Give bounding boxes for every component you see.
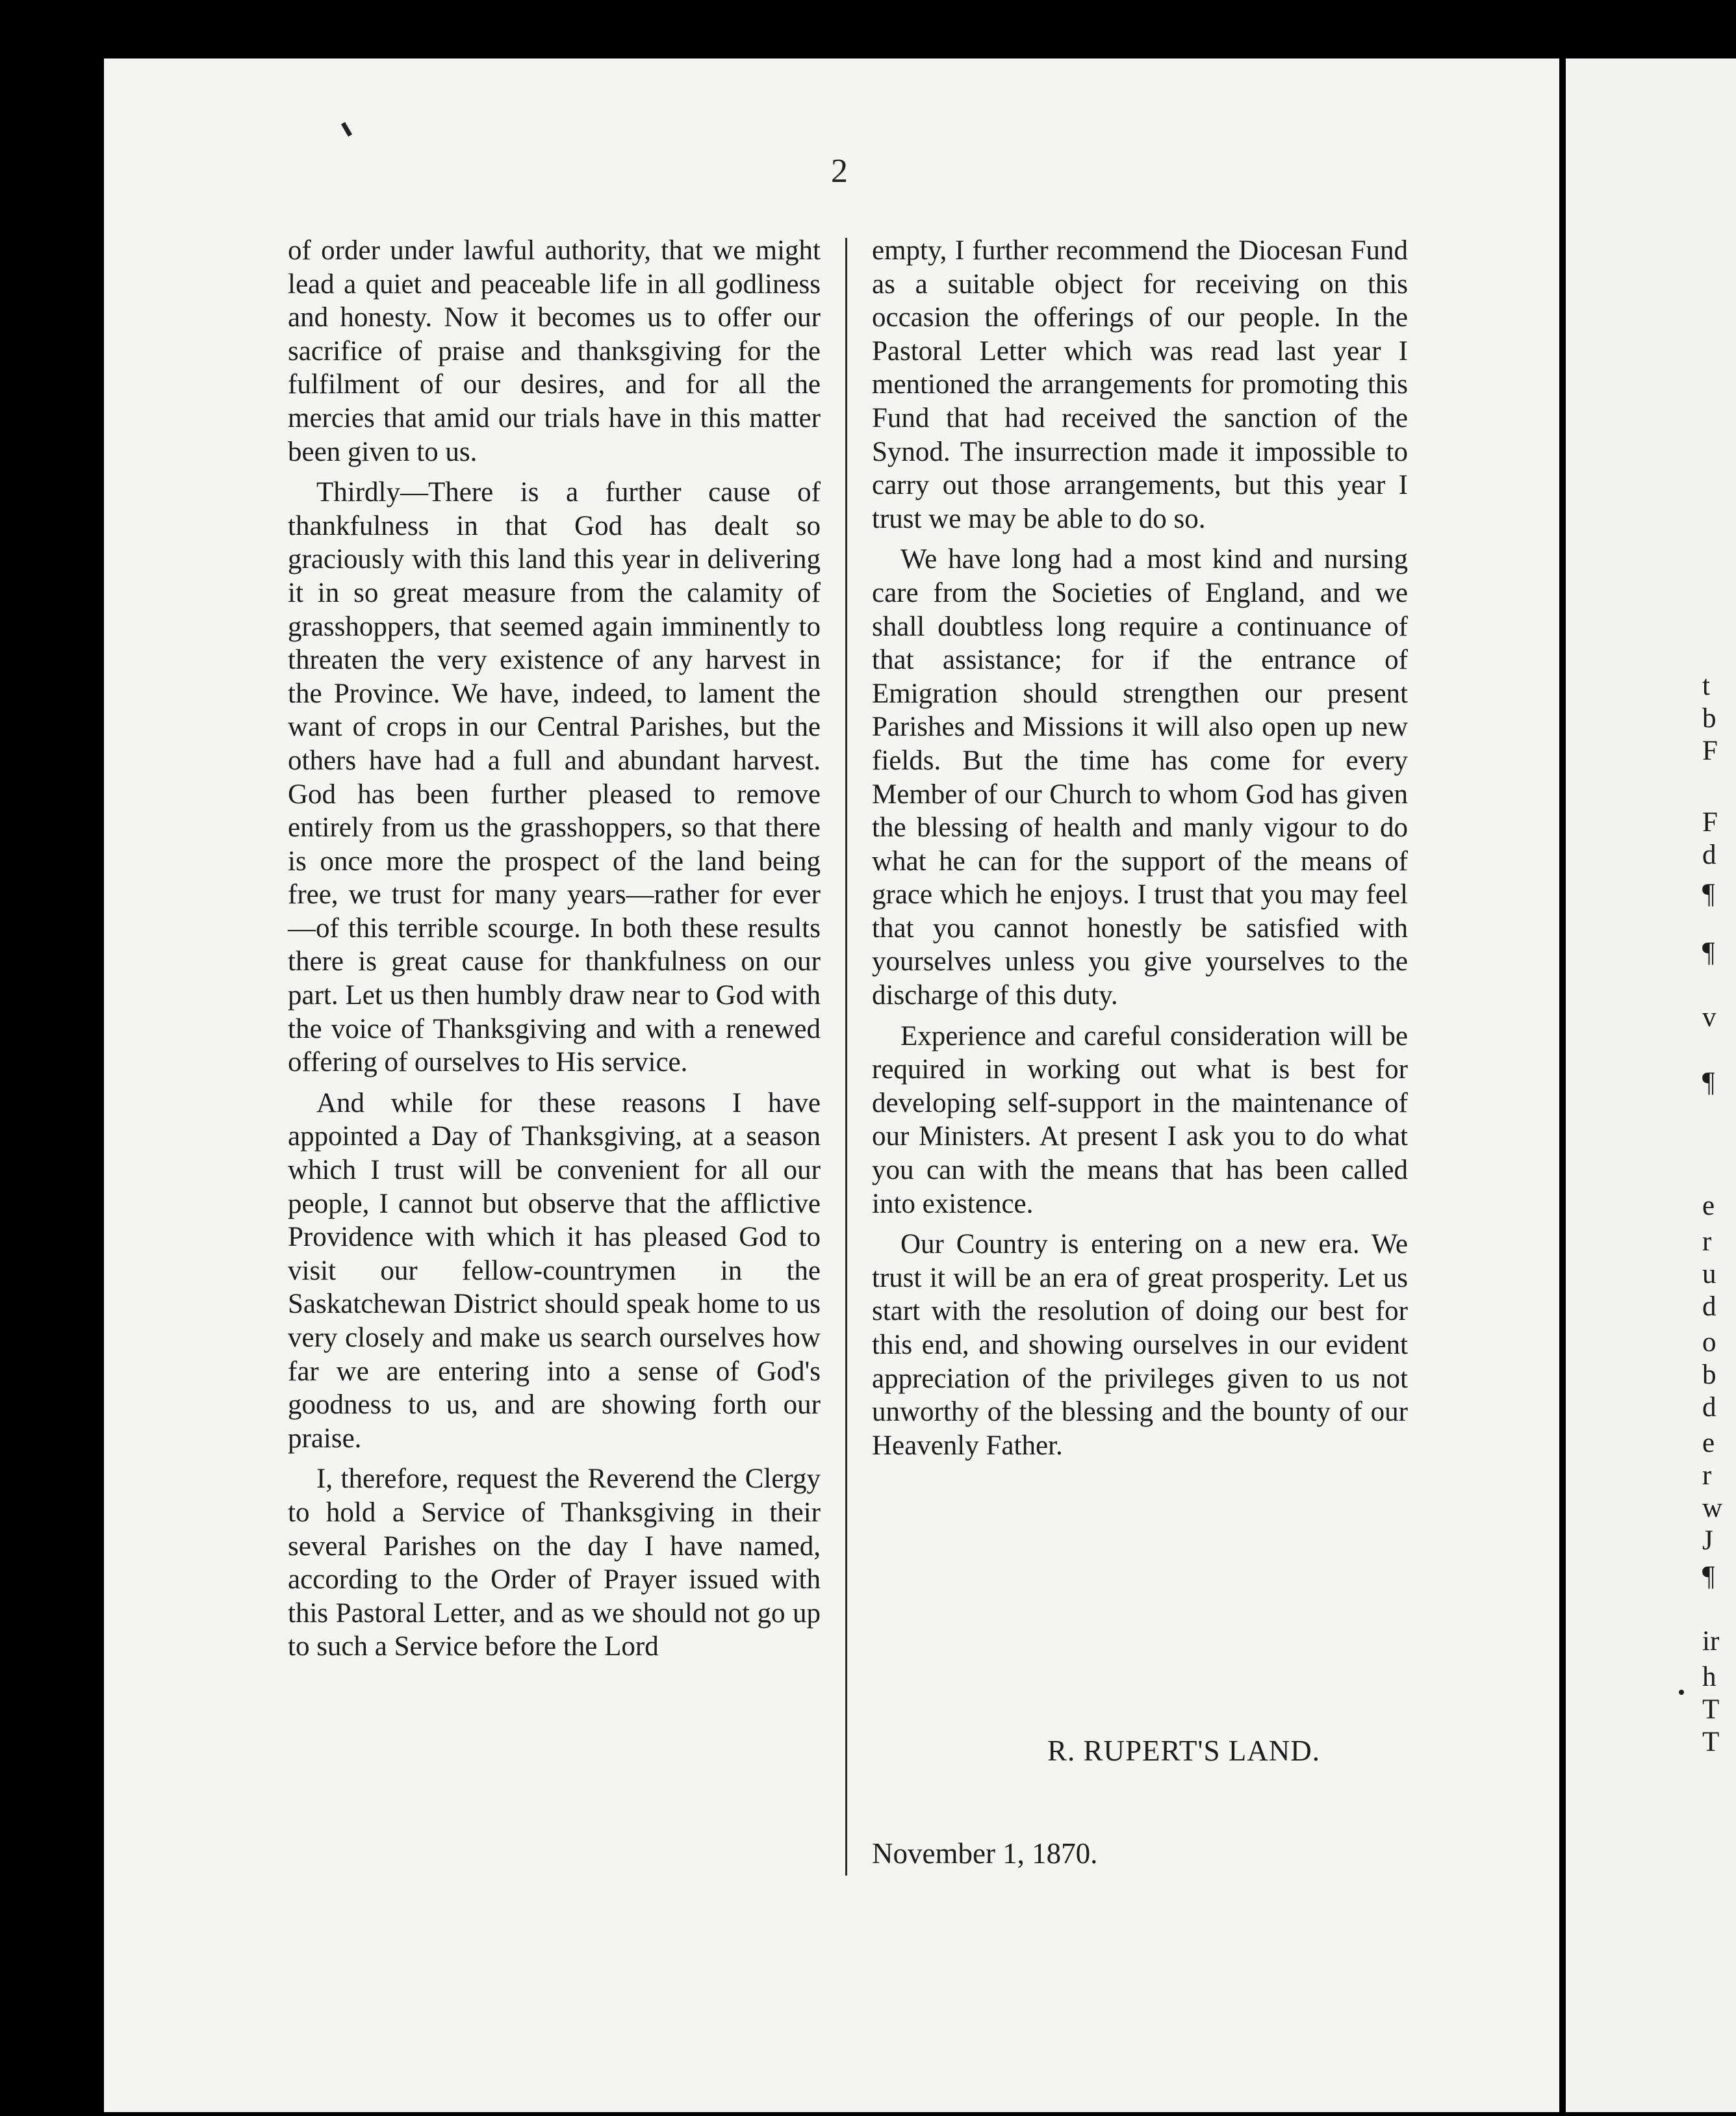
fragment: r (1702, 1226, 1712, 1257)
fragment: u (1702, 1259, 1717, 1289)
fragment: d (1702, 1291, 1717, 1322)
fragment: b (1702, 1360, 1717, 1390)
signature: R. RUPERT'S LAND. (1047, 1735, 1320, 1767)
fragment: e (1702, 1428, 1715, 1458)
fragment: t (1702, 671, 1710, 701)
fragment: v (1702, 1002, 1717, 1033)
left-text-column (288, 234, 821, 1664)
fragment: b (1702, 703, 1717, 734)
fragment: J (1702, 1525, 1713, 1556)
fragment: d (1702, 840, 1717, 870)
fragment: e (1702, 1191, 1715, 1221)
fragment: F (1702, 736, 1718, 766)
paragraph: Thirdly—There is a further cause of thankfulness in that God has dealt so graciously with this land this year in delivering it in so great measure from the calamity of grasshoppers, that seemed again imminently to threaten the very existence of any harvest in the Province. We have, indeed, to lament the want of crops in our Central Parishes, but the others have had a full and abundant harvest. God has been further pleased to remove entirely from us the grasshoppers, so that there is once more the prospect of the land being free, we trust for many years—rather for ever—of this terrible scourge. In both these results there is great cause for thankfulness on our part. Let us then humbly draw near to God with the voice of Thanksgiving and with a renewed offering of ourselves to His service. (288, 477, 821, 1078)
fragment: ¶ (1702, 1067, 1715, 1098)
fragment: o (1702, 1327, 1717, 1358)
fragment: F (1702, 807, 1718, 838)
page-number: 2 (831, 153, 848, 190)
fragment: r (1702, 1460, 1712, 1491)
ink-speck (1679, 1690, 1684, 1695)
fragment: T (1702, 1727, 1720, 1757)
paragraph: Our Country is entering on a new era. We trust it will be an era of great prosperity. Let us start with the resolution of doing our best for this end, and showing ourselves in our evident appreciation of the privileges given to us not unworthy of the blessing and the bounty of our Heavenly Father. (872, 1229, 1408, 1461)
fragment: ¶ (1702, 879, 1715, 909)
fragment: d (1702, 1392, 1717, 1423)
paragraph: Experience and careful consideration will be required in working out what is best for developing self-support in the maintenance of our Ministers. At present I ask you to do what you can with the means that has been called into existence. (872, 1020, 1408, 1219)
fragment: T (1702, 1694, 1720, 1725)
fragment: ir (1702, 1626, 1720, 1657)
right-text-column (872, 234, 1408, 1462)
fragment: h (1702, 1662, 1717, 1692)
paragraph: empty, I further recommend the Diocesan Fund as a suitable object for receiving on this occasion the offerings of our people. In the Pastoral Letter which was read last year I mentioned the arrangements for promoting this Fund that had received the sanction of the Synod. The insurrection made it impossible to carry out those arrangements, but this year I trust we may be able to do so. (872, 235, 1408, 534)
paragraph: I, therefore, request the Reverend the Clergy to hold a Service of Thanksgiving in their several Parishes on the day I have named, according to the Order of Prayer issued with this Pastoral Letter, and as we should not go up to such a Service before the Lord (288, 1464, 821, 1662)
paragraph: of order under lawful authority, that we might lead a quiet and peaceable life in all godliness and honesty. Now it becomes us to offer our sacrifice of praise and thanksgiving for the fulfilment of our desires, and for all the mercies that amid our trials have in this matter been given to us. (288, 235, 821, 467)
paragraph: And while for these reasons I have appointed a Day of Thanksgiving, at a season which I trust will be convenient for all our people, I cannot but observe that the afflictive Providence with which it has pleased God to visit our fellow-countrymen in the Saskatchewan District should speak home to us very closely and make us search ourselves how far we are entering into a sense of God's goodness to us, and are showing forth our praise. (288, 1087, 821, 1454)
paragraph: We have long had a most kind and nursing care from the Societies of England, and we shall doubtless long require a continuance of that assistance; for if the entrance of Emigration should strengthen our present Parishes and Missions it will also open up new fields. But the time has come for every Member of our Church to whom God has given the blessing of health and manly vigour to do what he can for the support of the means of grace which he enjoys. I trust that you may feel that you cannot honestly be satisfied with yourselves unless you give yourselves to the discharge of this duty. (872, 544, 1408, 1011)
column-divider (845, 238, 847, 1876)
fragment: ¶ (1702, 937, 1715, 968)
letter-date: November 1, 1870. (872, 1837, 1098, 1870)
fragment: ¶ (1702, 1561, 1715, 1592)
fragment: w (1702, 1493, 1723, 1523)
